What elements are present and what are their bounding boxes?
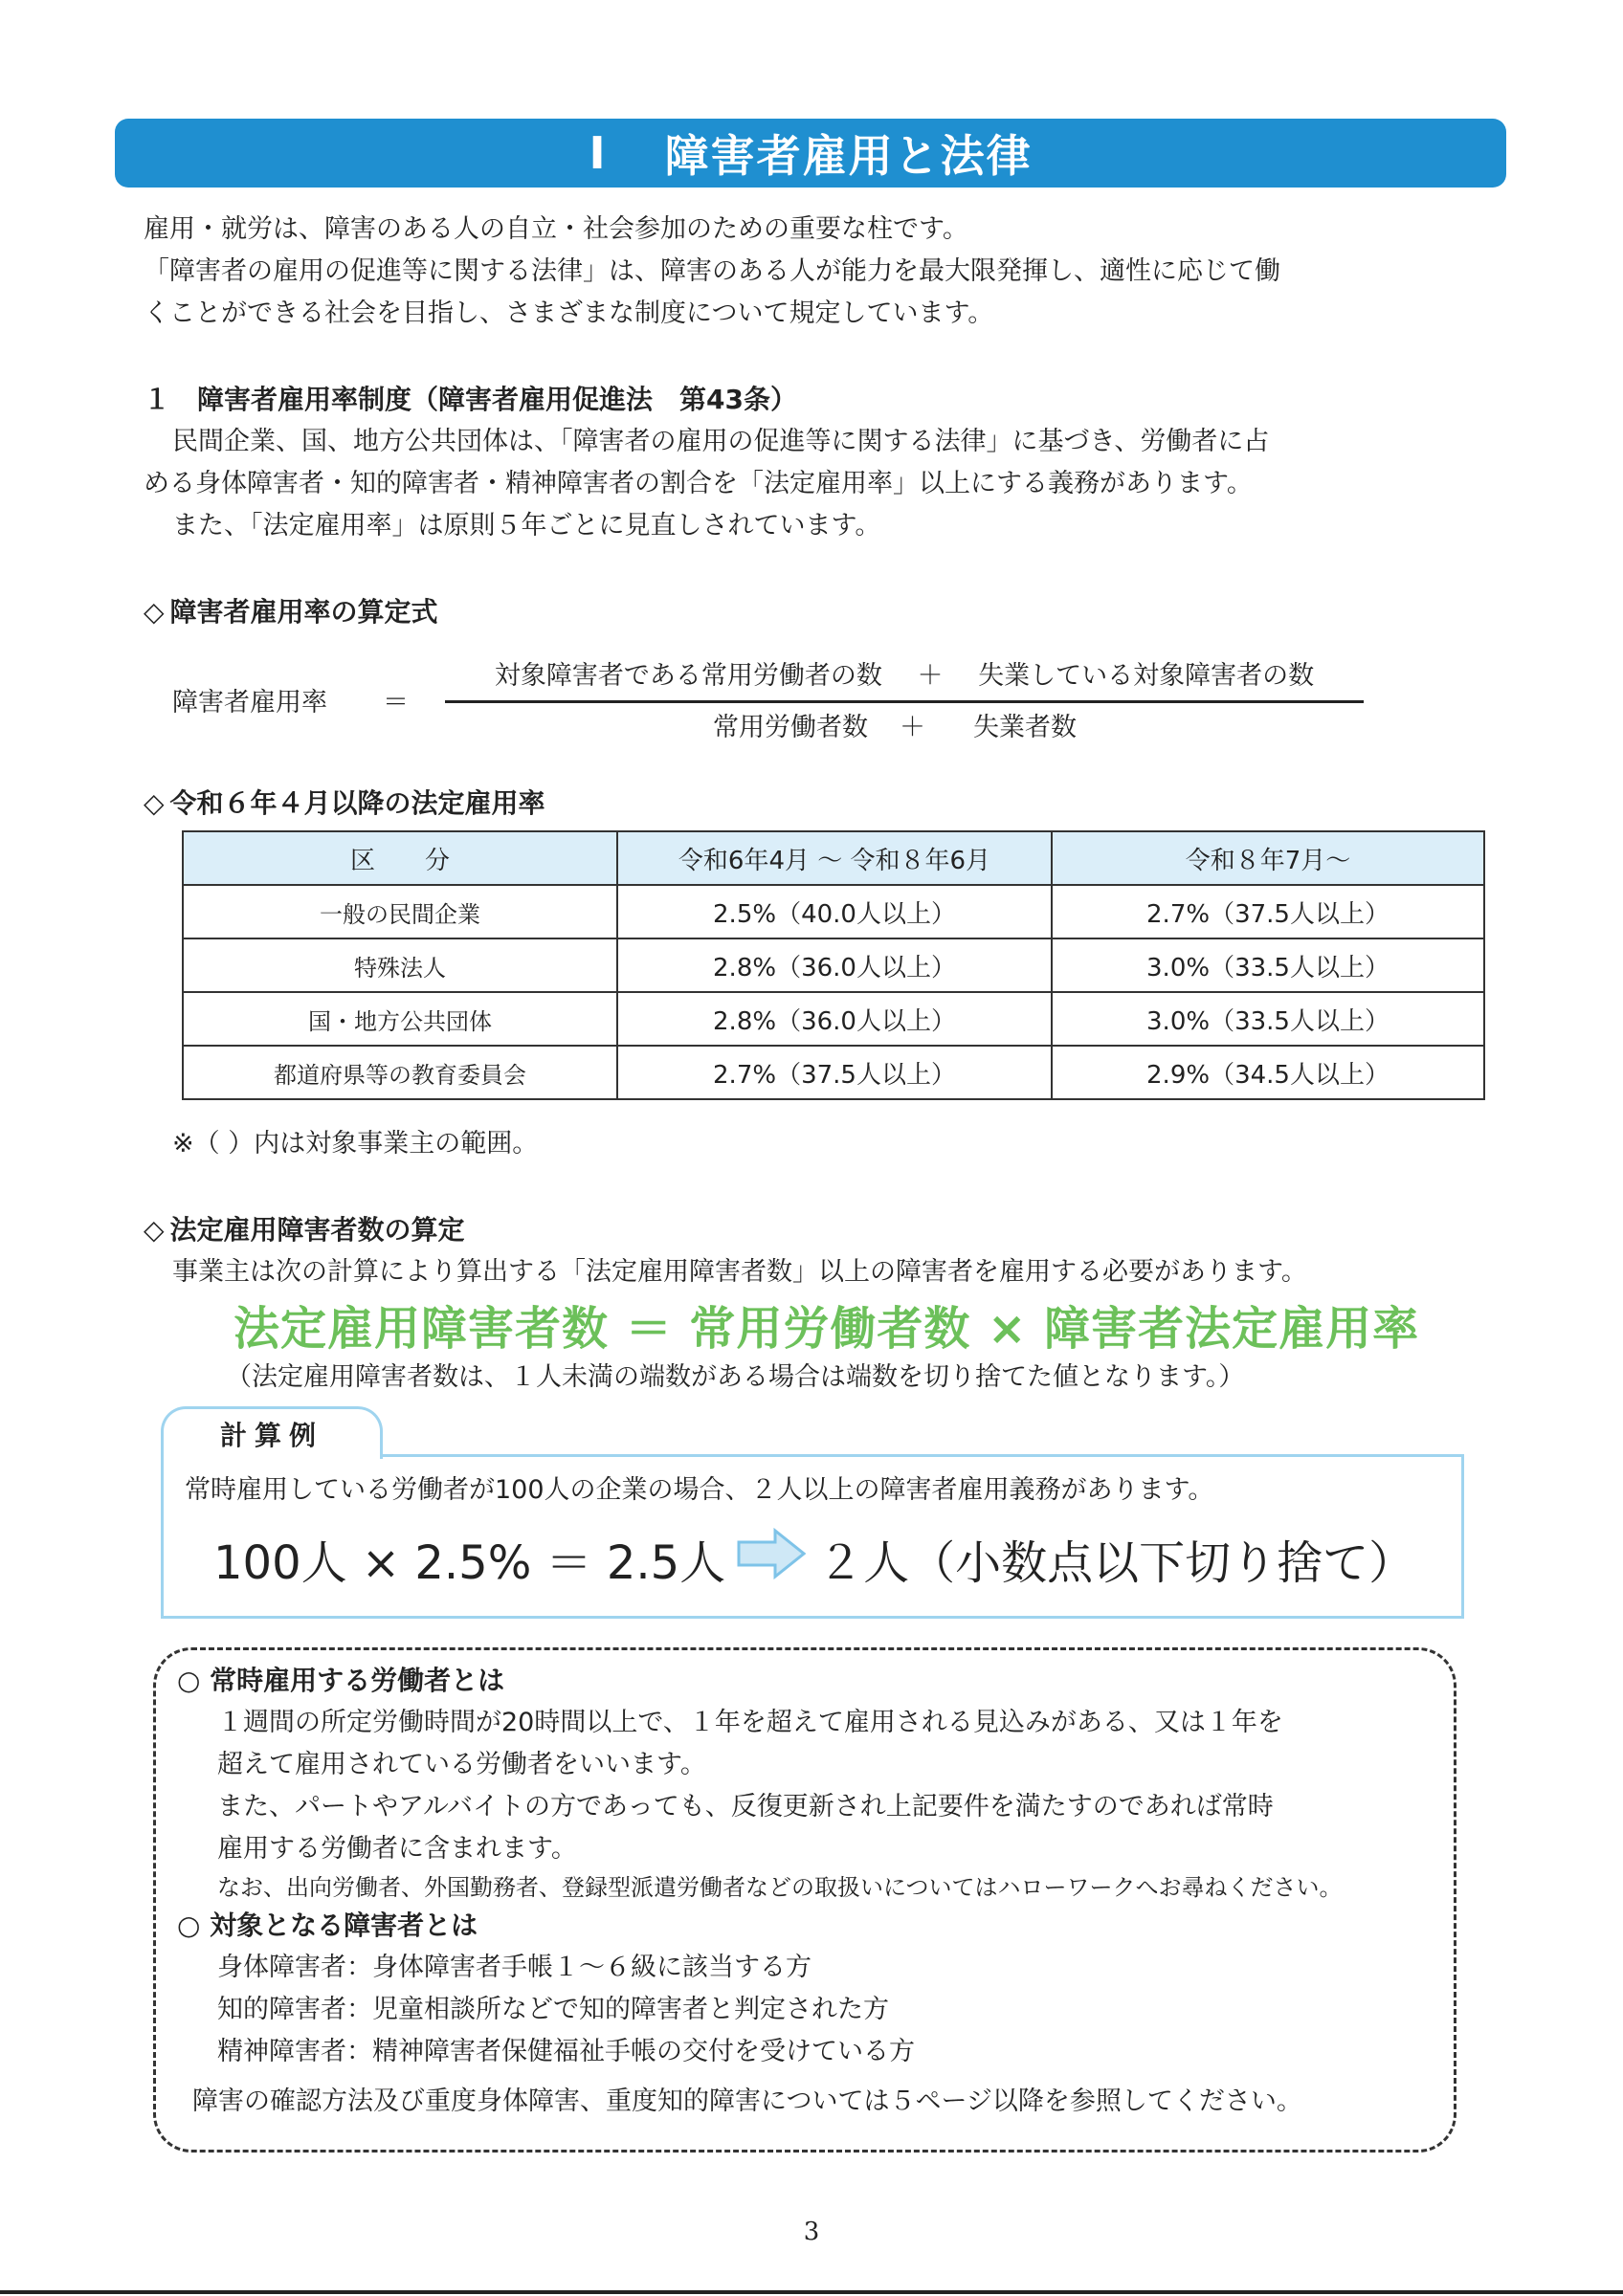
table-row [183,938,1484,992]
intro-paragraph [144,209,1280,335]
diamond-icon: ◇ [144,787,165,819]
target-disabled-line: 身体障害者：身体障害者手帳１～６級に該当する方 [217,1953,812,1982]
page-number: 3 [803,2218,820,2246]
intro-line: 雇用・就労は、障害のある人の自立・社会参加のための重要な柱です。 [144,214,968,244]
row-rate-1: 2.7%（37.5人以上） [617,1046,1052,1099]
row-rate-1: 2.8%（36.0人以上） [617,992,1052,1046]
section-1-line: また、「法定雇用率」は原則５年ごとに見直しされています。 [172,511,881,541]
section-1-line: 民間企業、国、地方公共団体は、「障害者の雇用の促進等に関する法律」に基づき、労働者に占 [172,427,1270,456]
regular-worker-line: また、パートやアルバイトの方であっても、反復更新され上記要件を満たすのであれば常時 [217,1792,1274,1821]
formula-heading [144,591,438,633]
rates-heading-text: 令和６年４月以降の法定雇用率 [169,787,545,819]
row-rate-1: 2.5%（40.0人以上） [617,885,1052,938]
formula-numerator [445,654,1364,692]
legal-rate-table [182,830,1485,1100]
target-disabled-line: 精神障害者：精神障害者保健福祉手帳の交付を受けている方 [217,2037,915,2066]
legal-count-formula: 法定雇用障害者数 ＝ 常用労働者数 × 障害者法定雇用率 [233,1302,1420,1356]
legal-count-note: （法定雇用障害者数は、１人未満の端数がある場合は端数を切り捨てた値となります。） [226,1362,1245,1392]
row-rate-2: 3.0%（33.5人以上） [1052,992,1484,1046]
example-result: ２人（小数点以下切り捨て） [817,1536,1415,1590]
rates-note: ※（ ）内は対象事業主の範囲。 [172,1129,539,1159]
target-disabled-line: 知的障害者：児童相談所などで知的障害者と判定された方 [217,1995,889,2024]
target-disabled-heading: ○ 対象となる障害者とは [177,1910,478,1941]
denominator-plus: ＋ [900,713,925,742]
regular-worker-line: 雇用する労働者に含まれます。 [217,1834,577,1864]
employment-rate-formula [172,654,1359,750]
definitions-content [177,1660,1343,2123]
section-1 [144,379,1269,547]
table-row [183,992,1484,1046]
formula-lhs: 障害者雇用率 [172,688,327,718]
row-category: 特殊法人 [183,938,617,992]
row-rate-2: 2.7%（37.5人以上） [1052,885,1484,938]
regular-worker-line: １週間の所定労働時間が20時間以上で、１年を超えて雇用される見込みがある、又は１年を [217,1708,1283,1737]
bottom-rule [0,2290,1623,2294]
row-rate-1: 2.8%（36.0人以上） [617,938,1052,992]
section-1-heading: １ 障害者雇用率制度（障害者雇用促進法 第43条） [144,384,797,415]
regular-worker-note: なお、出向労働者、外国勤務者、登録型派遣労働者などの取扱いについてはハローワークへお尋ねください。 [217,1874,1343,1901]
row-category: 都道府県等の教育委員会 [183,1046,617,1099]
diamond-icon: ◇ [144,1214,165,1246]
row-category: 国・地方公共団体 [183,992,617,1046]
legal-count-heading [144,1209,1307,1251]
example-box [161,1454,1464,1619]
header-period-1: 令和6年4月 ～ 令和８年6月 [617,831,1052,885]
fraction-line [445,700,1364,703]
intro-line: 「障害者の雇用の促進等に関する法律」は、障害のある人が能力を最大限発揮し、適性に応じて働 [144,256,1280,286]
chapter-title-bar [115,119,1506,188]
row-category: 一般の民間企業 [183,885,617,938]
table-header-row [183,831,1484,885]
numerator-a: 対象障害者である常用労働者の数 [494,661,882,691]
rates-heading [144,783,545,825]
header-category: 区 分 [183,831,617,885]
chapter-number: Ⅰ [589,127,608,179]
legal-count-section [144,1209,1307,1293]
header-period-2: 令和８年7月～ [1052,831,1484,885]
table-row [183,885,1484,938]
right-arrow-icon [737,1528,806,1591]
row-rate-2: 2.9%（34.5人以上） [1052,1046,1484,1099]
intro-line: くことができる社会を目指し、さまざまな制度について規定しています。 [144,298,994,328]
legal-count-text: 事業主は次の計算により算出する「法定雇用障害者数」以上の障害者を雇用する必要があります。 [172,1257,1307,1287]
formula-heading-text: 障害者雇用率の算定式 [169,596,438,628]
definitions-footer: 障害の確認方法及び重度身体障害、重度知的障害については５ページ以降を参照してください。 [192,2086,1302,2116]
chapter-title: 障害者雇用と法律 [664,130,1033,182]
table-row [183,1046,1484,1099]
example-calculation: 100人 × 2.5% ＝ 2.5人 [213,1536,726,1590]
example-description: 常時雇用している労働者が100人の企業の場合、２人以上の障害者雇用義務があります。 [185,1475,1214,1505]
numerator-plus: ＋ [917,661,944,691]
section-1-line: める身体障害者・知的障害者・精神障害者の割合を「法定雇用率」以上にする義務があります。 [144,469,1253,498]
regular-worker-line: 超えて雇用されている労働者をいいます。 [217,1750,706,1779]
legal-count-heading-text: 法定雇用障害者数の算定 [169,1214,465,1246]
example-equation [213,1526,1414,1592]
numerator-b: 失業している対象障害者の数 [978,661,1315,691]
definitions-box [153,1647,1456,2152]
diamond-icon: ◇ [144,596,165,628]
denominator-b: 失業者数 [973,713,1077,742]
denominator-a: 常用労働者数 [713,713,868,742]
row-rate-2: 3.0%（33.5人以上） [1052,938,1484,992]
formula-equals: ＝ [383,688,409,718]
regular-worker-heading: ○ 常時雇用する労働者とは [177,1665,505,1696]
example-label-tab: 計算例 [161,1406,383,1459]
